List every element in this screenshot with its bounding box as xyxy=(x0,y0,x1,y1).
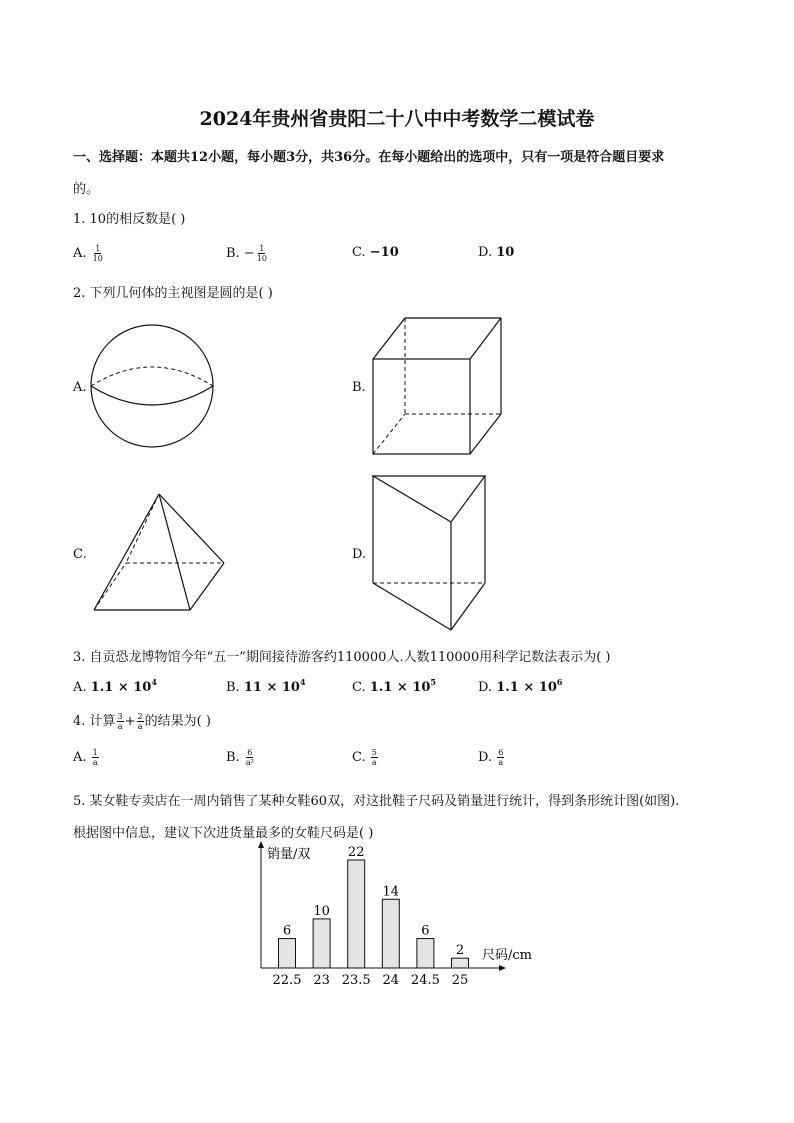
q5-stem-line1: 5. 某女鞋专卖店在一周内销售了某种女鞋60双，对这批鞋子尺码及销量进行统计，得到条形统计图(如图). xyxy=(73,794,680,809)
bar-value-label: 22 xyxy=(347,844,365,860)
q1-option-a xyxy=(73,244,105,263)
q4-stem: 4. 计算 $\frac{3}{a}$ + $\frac{2}{a}$ 的结果为( ) xyxy=(73,712,211,731)
prism-figure xyxy=(368,472,492,636)
bar-23 xyxy=(313,919,330,968)
q3-option-d: D. $1.1 \times 10^6$ xyxy=(478,677,563,695)
q2-d-label: D. xyxy=(352,547,367,562)
x-tick-label: 25 xyxy=(451,973,469,988)
x-tick-label: 23 xyxy=(313,973,330,988)
bar-value-label: 2 xyxy=(455,943,465,959)
cube-figure xyxy=(368,313,508,459)
q3-stem: 3. 自贡恐龙博物馆今年“五一”期间接待游客约110000人.人数110000用科学记数法表示为( ) xyxy=(73,650,611,665)
q4-option-b: B. $\frac{6}{\text{a²}}$ xyxy=(226,748,254,767)
x-tick-label: 24 xyxy=(382,973,400,988)
q1-option-c: C. −10 xyxy=(352,245,399,260)
bar-23.5 xyxy=(348,860,365,968)
x-tick-label: 24.5 xyxy=(410,973,440,988)
q2-b-label: B. xyxy=(352,380,366,395)
q4-frac-1: $\frac{3}{a}$ xyxy=(117,712,123,731)
q1-option-d: D. 10 xyxy=(478,245,515,260)
y-axis-arrow xyxy=(258,841,264,848)
x-tick-label: 22.5 xyxy=(272,973,302,988)
bar-22.5 xyxy=(279,939,296,968)
q3-option-c: C. $1.1 \times 10^5$ xyxy=(352,677,436,695)
q1-option-b xyxy=(226,244,269,263)
section-intro-tail: 的。 xyxy=(73,182,100,197)
x-axis-label: 尺码/cm xyxy=(482,948,532,963)
shoe-size-bar-chart xyxy=(250,838,550,990)
bar-24.5 xyxy=(417,939,434,968)
q4-frac-2: $\frac{2}{a}$ xyxy=(137,712,143,731)
page-title: 2024年贵州省贵阳二十八中中考数学二模试卷 xyxy=(199,108,595,130)
q3-option-a: A. $1.1 \times 10^4$ xyxy=(73,677,157,695)
q4-option-a: A. $\frac{1}{a}$ xyxy=(73,748,98,767)
q1-a-label: A. xyxy=(73,246,87,261)
pyramid-figure xyxy=(90,490,230,616)
bar-value-label: 10 xyxy=(313,903,330,919)
x-tick-label: 23.5 xyxy=(341,973,371,988)
q1-b-fraction: $\frac{1}{10}$ xyxy=(256,244,267,263)
q1-b-sign: − xyxy=(243,246,255,261)
q1-stem: 1. 10的相反数是( ) xyxy=(73,212,186,227)
bar-value-label: 6 xyxy=(421,923,430,939)
q2-a-label: A. xyxy=(73,380,87,395)
section-intro: 一、选择题：本题共12小题，每小题3分，共36分。在每小题给出的选项中，只有一项是符合题目要求 xyxy=(73,150,665,165)
q4-option-c: C. $\frac{5}{a}$ xyxy=(352,748,377,767)
bar-24 xyxy=(382,899,399,968)
y-axis-label: 销量/双 xyxy=(267,847,311,862)
bar-25 xyxy=(452,958,469,968)
q5-stem-line2: 根据图中信息，建议下次进货量最多的女鞋尺码是( ) xyxy=(73,826,374,841)
q1-a-fraction: $\frac{1}{10}$ xyxy=(92,244,103,263)
q4-option-d: D. $\frac{6}{a}$ xyxy=(478,748,504,767)
q2-c-label: C. xyxy=(73,547,87,562)
bar-value-label: 6 xyxy=(282,923,292,939)
bar-value-label: 14 xyxy=(382,884,400,900)
q2-stem: 2. 下列几何体的主视图是圆的是( ) xyxy=(73,286,273,301)
q3-option-b: B. $11 \times 10^4$ xyxy=(226,677,306,695)
q1-b-label: B. xyxy=(226,246,240,261)
sphere-figure xyxy=(88,322,220,452)
x-axis-arrow xyxy=(499,965,506,971)
